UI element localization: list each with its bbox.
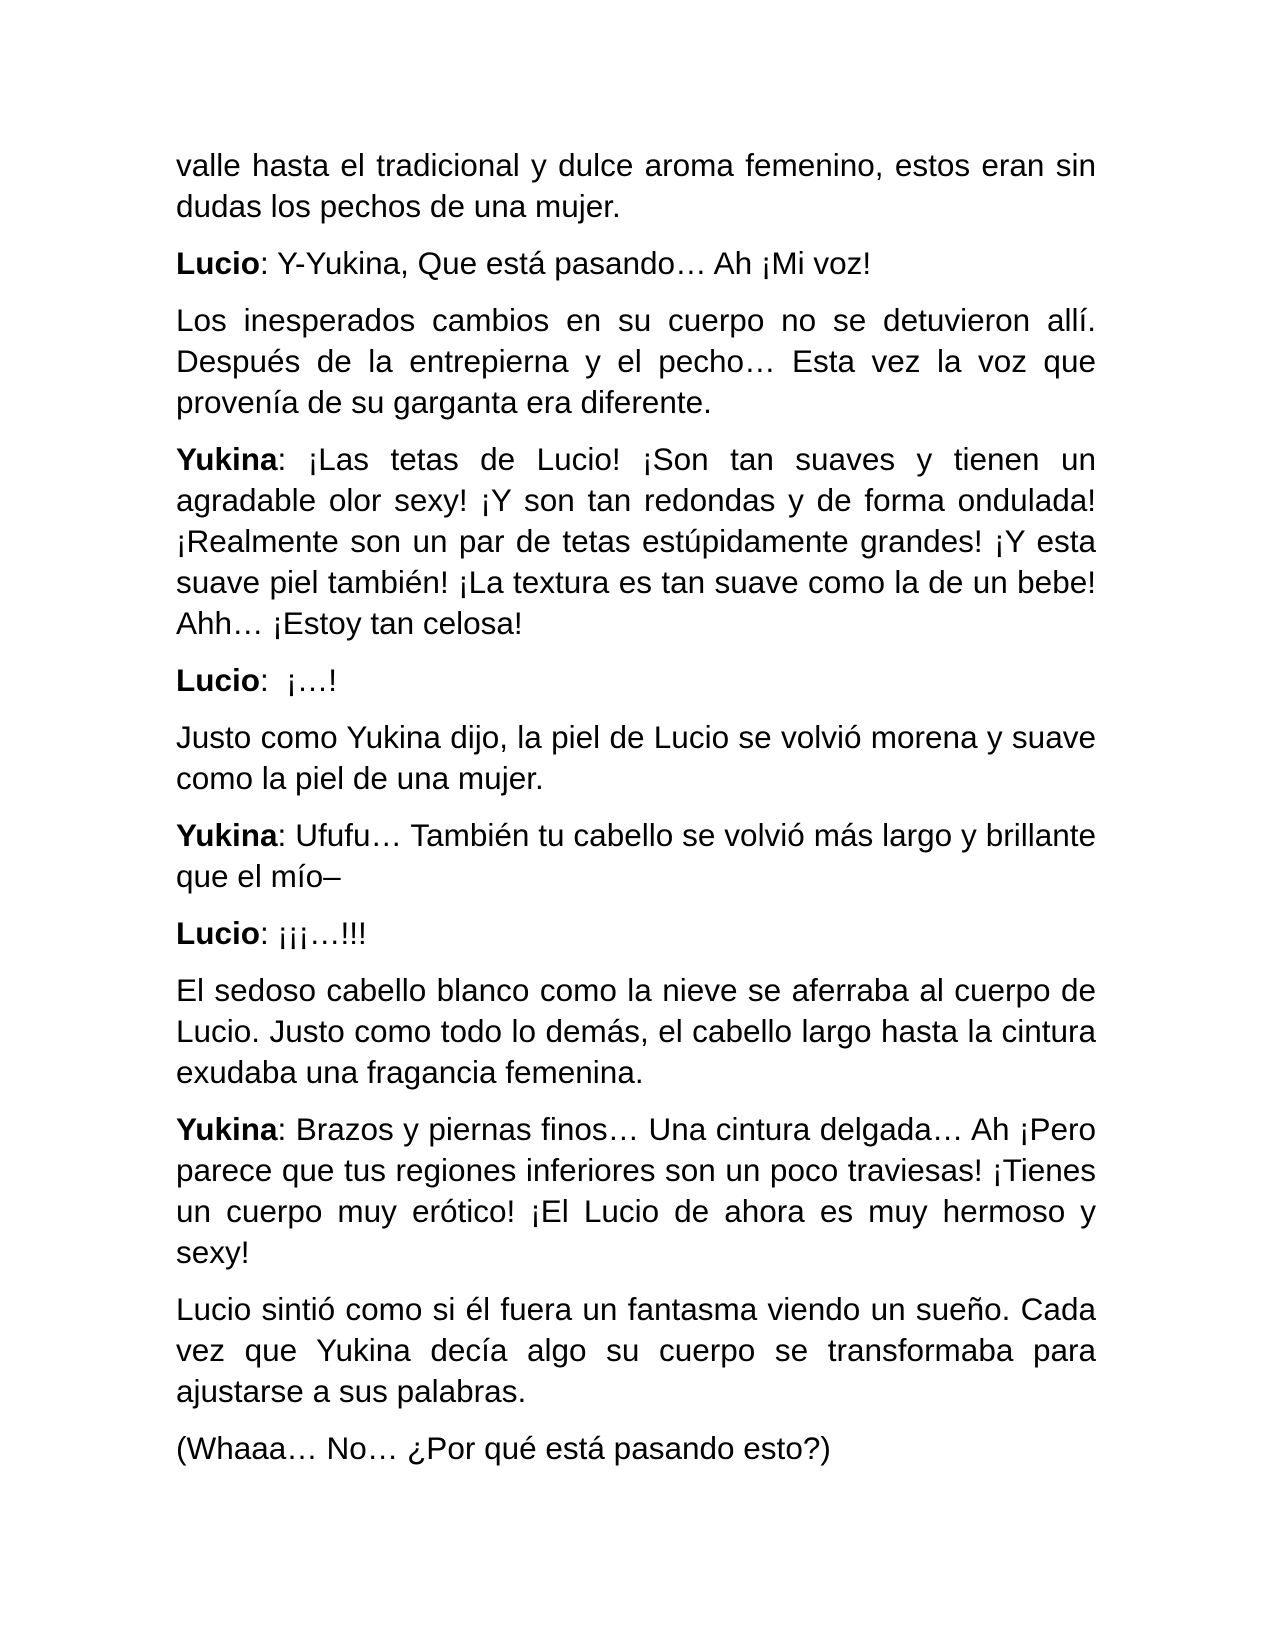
speaker-separator: : — [260, 245, 277, 281]
paragraph-text: Los inesperados cambios en su cuerpo no se detuvieron allí. Después de la entrepierna y el pecho… Esta vez la voz que provenía de su garganta era diferente. — [176, 302, 1096, 420]
speaker-separator: : — [277, 441, 308, 477]
speaker-separator: : — [260, 915, 278, 951]
narration-paragraph — [176, 145, 1096, 227]
dialogue-paragraph — [176, 243, 1096, 284]
narration-paragraph — [176, 1289, 1096, 1412]
dialogue-text: ¡¡¡…!!! — [277, 915, 367, 951]
speaker-name: Yukina — [176, 1111, 278, 1147]
paragraph-text: Justo como Yukina dijo, la piel de Lucio se volvió morena y suave como la piel de una mujer. — [176, 719, 1096, 796]
dialogue-text: ¡Las tetas de Lucio! ¡Son tan suaves y tienen un agradable olor sexy! ¡Y son tan redondas y de forma ondulada! ¡Realmente son un par de tetas estúpidamente grandes! ¡Y esta suave piel también! ¡La textura es tan suave como la de un bebe! Ahh… ¡Estoy tan celosa! — [176, 441, 1096, 641]
narration-paragraph — [176, 1428, 1096, 1469]
paragraph-text: El sedoso cabello blanco como la nieve se aferraba al cuerpo de Lucio. Justo como todo lo demás, el cabello largo hasta la cintura exudaba una fragancia femenina. — [176, 972, 1096, 1090]
narration-paragraph — [176, 970, 1096, 1093]
dialogue-text: Ufufu… También tu cabello se volvió más largo y brillante que el mío– — [176, 817, 1096, 894]
speaker-separator: : — [260, 662, 287, 698]
dialogue-paragraph — [176, 439, 1096, 644]
paragraph-text: valle hasta el tradicional y dulce aroma femenino, estos eran sin dudas los pechos de una mujer. — [176, 147, 1096, 224]
speaker-name: Lucio — [176, 245, 260, 281]
paragraph-text: (Whaaa… No… ¿Por qué está pasando esto?) — [176, 1430, 831, 1466]
narration-paragraph — [176, 717, 1096, 799]
dialogue-paragraph — [176, 660, 1096, 701]
dialogue-paragraph — [176, 815, 1096, 897]
dialogue-text: Y-Yukina, Que está pasando… Ah ¡Mi voz! — [276, 245, 872, 281]
speaker-name: Yukina — [176, 817, 278, 853]
speaker-name: Yukina — [176, 441, 278, 477]
speaker-name: Lucio — [176, 662, 260, 698]
dialogue-text: Brazos y piernas finos… Una cintura delgada… Ah ¡Pero parece que tus regiones inferiores son un poco traviesas! ¡Tienes un cuerpo muy erótico! ¡El Lucio de ahora es muy hermoso y sexy! — [176, 1111, 1096, 1270]
dialogue-text: ¡…! — [286, 662, 338, 698]
paragraph-text: Lucio sintió como si él fuera un fantasma viendo un sueño. Cada vez que Yukina decía algo su cuerpo se transformaba para ajustarse a sus palabras. — [176, 1291, 1096, 1409]
dialogue-paragraph — [176, 1109, 1096, 1273]
narration-paragraph — [176, 300, 1096, 423]
speaker-name: Lucio — [176, 915, 260, 951]
dialogue-paragraph — [176, 913, 1096, 954]
document-page — [176, 145, 1096, 1485]
speaker-separator: : — [277, 817, 296, 853]
speaker-separator: : — [277, 1111, 296, 1147]
